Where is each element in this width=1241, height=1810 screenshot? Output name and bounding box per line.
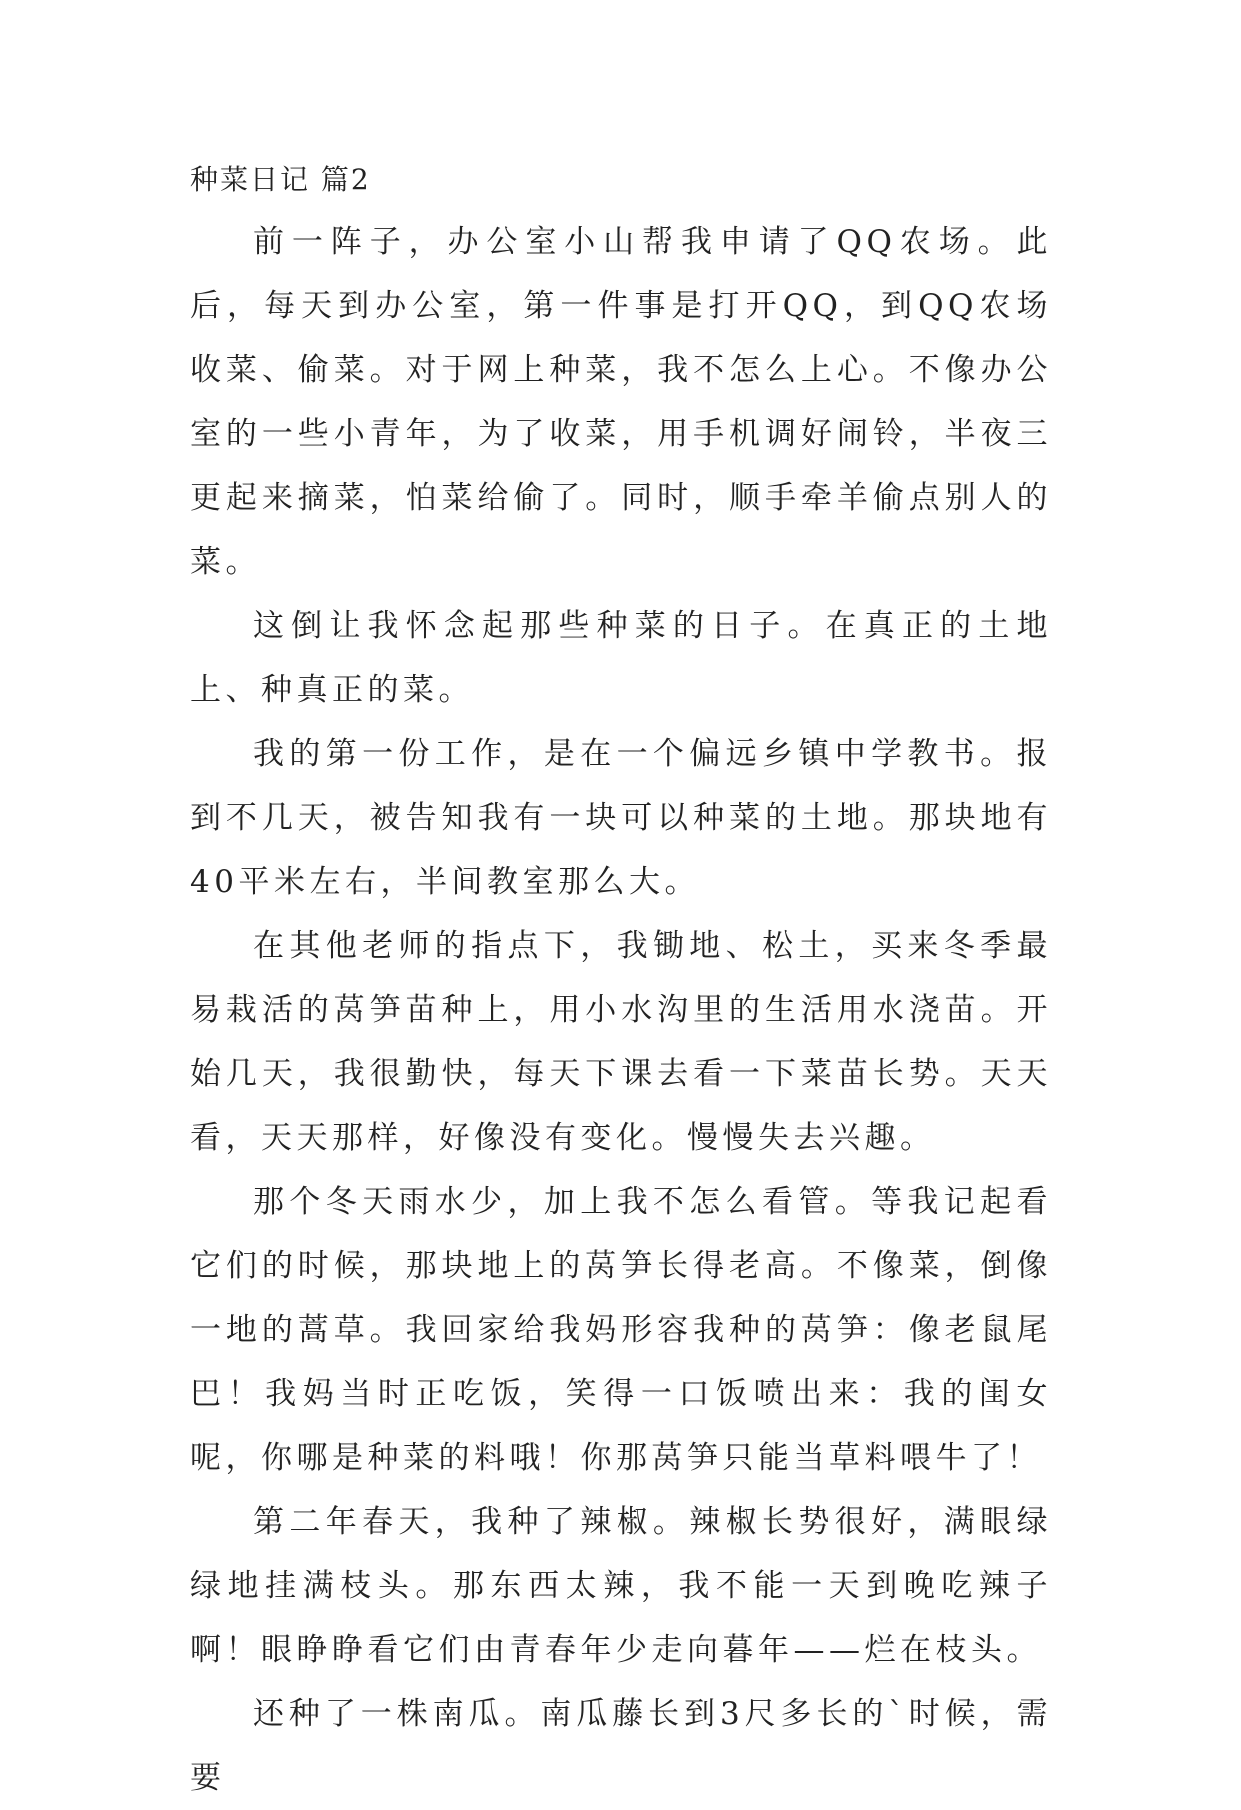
- document-title: 种菜日记 篇2: [190, 163, 371, 196]
- paragraph-3: 我的第一份工作，是在一个偏远乡镇中学教书。报到不几天，被告知我有一块可以种菜的土地。那块地有40平米左右，半间教室那么大。: [190, 736, 1052, 900]
- paragraph-5: 那个冬天雨水少，加上我不怎么看管。等我记起看它们的时候，那块地上的莴笋长得老高。不像菜，倒像一地的蒿草。我回家给我妈形容我种的莴笋：像老鼠尾巴！我妈当时正吃饭，笑得一口饭喷出来：我的闺女呢，你哪是种菜的料哦！你那莴笋只能当草料喂牛了！: [190, 1184, 1052, 1476]
- paragraph-7: 还种了一株南瓜。南瓜藤长到3尺多长的`时候，需要: [190, 1696, 1052, 1796]
- paragraph-6: 第二年春天，我种了辣椒。辣椒长势很好，满眼绿绿地挂满枝头。那东西太辣，我不能一天到晚吃辣子啊！眼睁睁看它们由青春年少走向暮年——烂在枝头。: [190, 1504, 1052, 1668]
- paragraph-4: 在其他老师的指点下，我锄地、松土，买来冬季最易栽活的莴笋苗种上，用小水沟里的生活用水浇苗。开始几天，我很勤快，每天下课去看一下菜苗长势。天天看，天天那样，好像没有变化。慢慢失去兴趣。: [190, 928, 1052, 1156]
- document-body: [190, 158, 1052, 1810]
- paragraph-1: 前一阵子，办公室小山帮我申请了QQ农场。此后，每天到办公室，第一件事是打开QQ，到QQ农场收菜、偷菜。对于网上种菜，我不怎么上心。不像办公室的一些小青年，为了收菜，用手机调好闹铃，半夜三更起来摘菜，怕菜给偷了。同时，顺手牵羊偷点别人的菜。: [190, 224, 1052, 580]
- paragraph-2: 这倒让我怀念起那些种菜的日子。在真正的土地上、种真正的菜。: [190, 608, 1052, 708]
